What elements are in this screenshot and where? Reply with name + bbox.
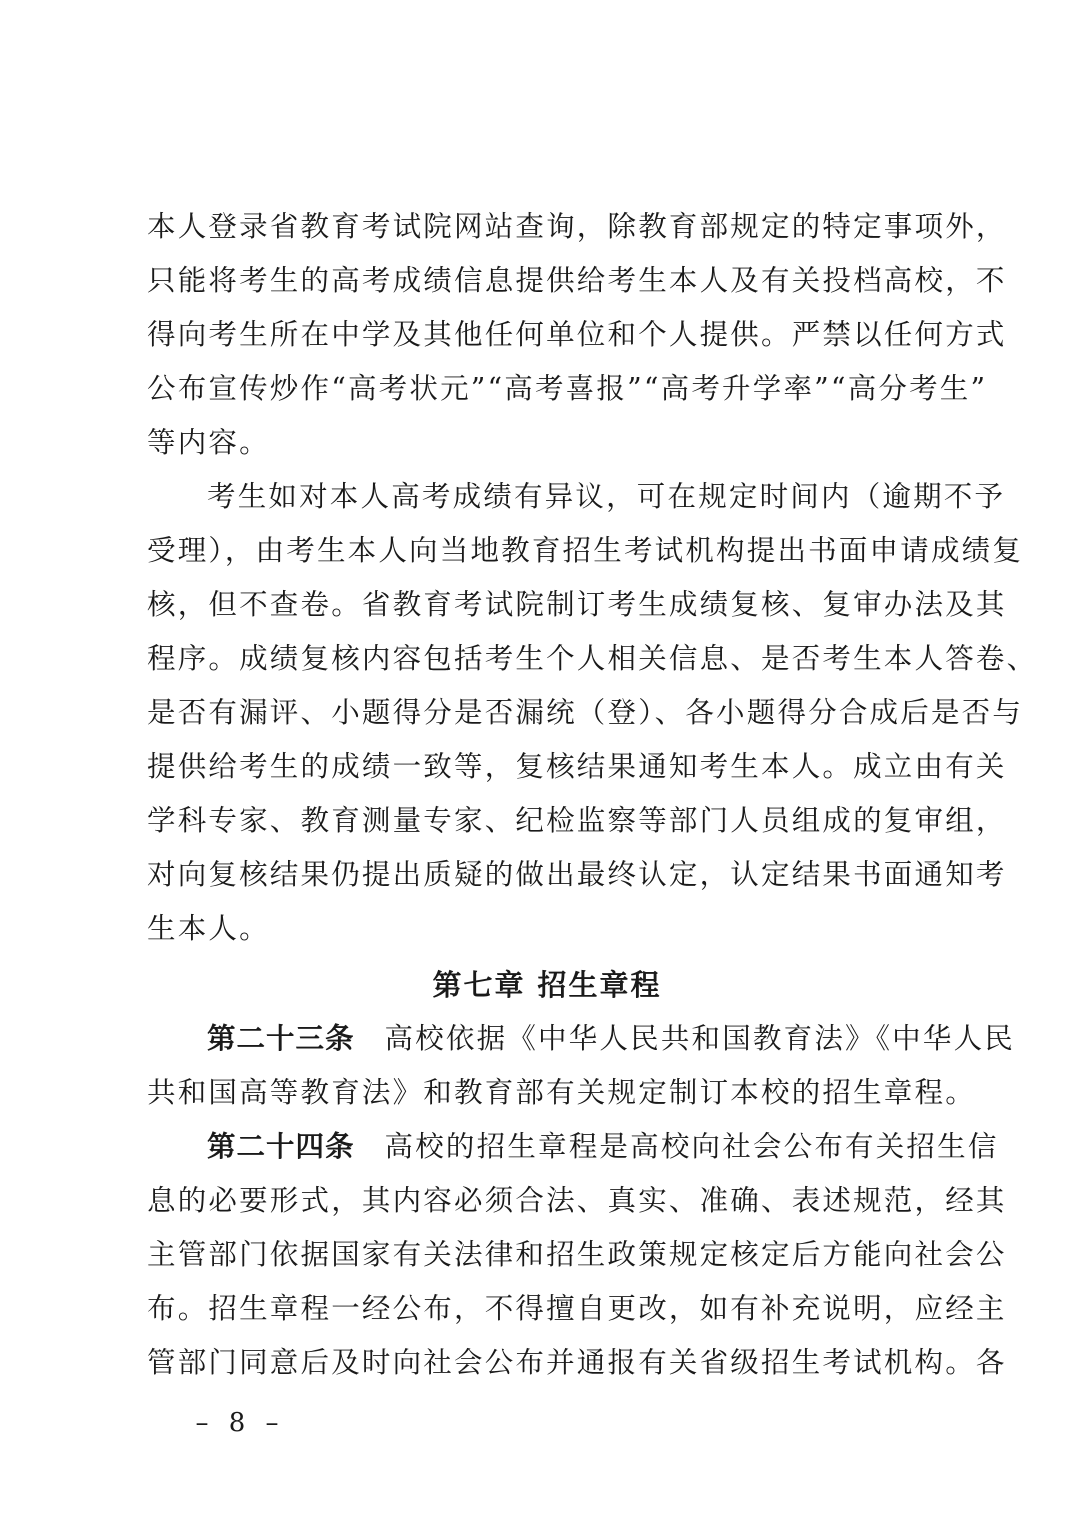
text-line: 提供给考生的成绩一致等，复核结果通知考生本人。成立由有关 xyxy=(147,750,1007,783)
text-line: 公布宣传炒作“高考状元”“高考喜报”“高考升学率”“高分考生” xyxy=(147,372,988,405)
page-number: – 8 – xyxy=(195,1408,285,1438)
paragraph-score-review xyxy=(147,470,1038,956)
text-line: 本人登录省教育考试院网站查询，除教育部规定的特定事项外， xyxy=(147,210,1007,243)
text-line: 等内容。 xyxy=(147,426,270,459)
article-24 xyxy=(147,1120,1007,1390)
text-line: 考生如对本人高考成绩有异议，可在规定时间内（逾期不予 xyxy=(207,480,1006,513)
article-first-line xyxy=(147,1012,1015,1066)
text-line: 受理），由考生本人向当地教育招生考试机构提出书面申请成绩复 xyxy=(147,534,1024,567)
paragraph-score-release xyxy=(147,200,1007,470)
text-line: 学科专家、教育测量专家、纪检监察等部门人员组成的复审组， xyxy=(147,804,1007,837)
text-line: 主管部门依据国家有关法律和招生政策规定核定后方能向社会公 xyxy=(147,1238,1007,1271)
article-23 xyxy=(147,1012,1015,1120)
text-line: 是否有漏评、小题得分是否漏统（登）、各小题得分合成后是否与 xyxy=(147,696,1024,729)
article-first-line xyxy=(147,1120,999,1174)
text-line: 管部门同意后及时向社会公布并通报有关省级招生考试机构。各 xyxy=(147,1346,1007,1379)
text-line: 核，但不查卷。省教育考试院制订考生成绩复核、复审办法及其 xyxy=(147,588,1007,621)
article-text: 高校依据《中华人民共和国教育法》《中华人民 xyxy=(384,1022,1015,1055)
text-line: 只能将考生的高考成绩信息提供给考生本人及有关投档高校，不 xyxy=(147,264,1007,297)
text-line: 布。招生章程一经公布，不得擅自更改，如有补充说明，应经主 xyxy=(147,1292,1007,1325)
text-line: 息的必要形式，其内容必须合法、真实、准确、表述规范，经其 xyxy=(147,1184,1007,1217)
chapter-title: 第七章 招生章程 xyxy=(432,968,662,1002)
text-line: 共和国高等教育法》和教育部有关规定制订本校的招生章程。 xyxy=(147,1076,976,1109)
article-label: 第二十三条 xyxy=(207,1022,355,1055)
text-line: 得向考生所在中学及其他任何单位和个人提供。严禁以任何方式 xyxy=(147,318,1007,351)
text-line: 生本人。 xyxy=(147,912,270,945)
article-text: 高校的招生章程是高校向社会公布有关招生信 xyxy=(384,1130,999,1163)
text-line: 对向复核结果仍提出质疑的做出最终认定，认定结果书面通知考 xyxy=(147,858,1007,891)
document-body xyxy=(147,200,1038,1390)
article-label: 第二十四条 xyxy=(207,1130,355,1163)
text-line: 程序。成绩复核内容包括考生个人相关信息、是否考生本人答卷、 xyxy=(147,642,1038,675)
